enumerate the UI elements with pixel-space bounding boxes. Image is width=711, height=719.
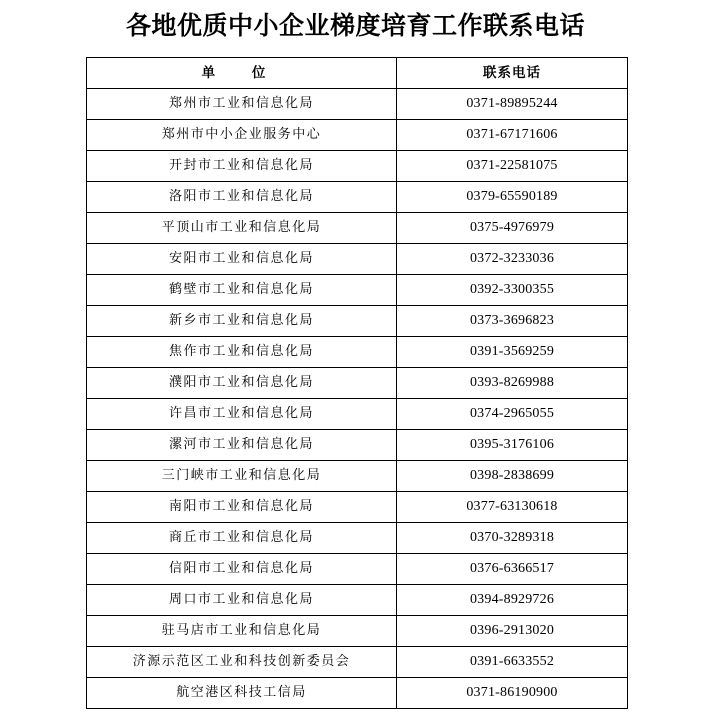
table-row bbox=[87, 554, 628, 585]
unit-cell: 郑州市中小企业服务中心 bbox=[87, 120, 397, 151]
unit-cell: 许昌市工业和信息化局 bbox=[87, 399, 397, 430]
phone-cell: 0374-2965055 bbox=[397, 399, 628, 430]
table-row bbox=[87, 120, 628, 151]
phone-cell: 0392-3300355 bbox=[397, 275, 628, 306]
phone-cell: 0371-86190900 bbox=[397, 678, 628, 709]
table-row bbox=[87, 585, 628, 616]
table-row bbox=[87, 182, 628, 213]
table-row bbox=[87, 337, 628, 368]
table-header-row bbox=[87, 58, 628, 89]
phone-cell: 0377-63130618 bbox=[397, 492, 628, 523]
table-body bbox=[87, 89, 628, 709]
unit-cell: 焦作市工业和信息化局 bbox=[87, 337, 397, 368]
phone-cell: 0398-2838699 bbox=[397, 461, 628, 492]
table-row bbox=[87, 275, 628, 306]
phone-cell: 0391-6633552 bbox=[397, 647, 628, 678]
unit-cell: 南阳市工业和信息化局 bbox=[87, 492, 397, 523]
phone-cell: 0393-8269988 bbox=[397, 368, 628, 399]
unit-cell: 济源示范区工业和科技创新委员会 bbox=[87, 647, 397, 678]
phone-cell: 0391-3569259 bbox=[397, 337, 628, 368]
unit-cell: 洛阳市工业和信息化局 bbox=[87, 182, 397, 213]
page-title: 各地优质中小企业梯度培育工作联系电话 bbox=[125, 11, 585, 40]
table-row bbox=[87, 89, 628, 120]
table-row bbox=[87, 492, 628, 523]
unit-cell: 三门峡市工业和信息化局 bbox=[87, 461, 397, 492]
unit-cell: 郑州市工业和信息化局 bbox=[87, 89, 397, 120]
table-row bbox=[87, 151, 628, 182]
unit-cell: 安阳市工业和信息化局 bbox=[87, 244, 397, 275]
unit-cell: 商丘市工业和信息化局 bbox=[87, 523, 397, 554]
phone-cell: 0396-2913020 bbox=[397, 616, 628, 647]
table-row bbox=[87, 678, 628, 709]
phone-cell: 0375-4976979 bbox=[397, 213, 628, 244]
table-row bbox=[87, 523, 628, 554]
phone-cell: 0371-22581075 bbox=[397, 151, 628, 182]
table-row bbox=[87, 430, 628, 461]
unit-cell: 濮阳市工业和信息化局 bbox=[87, 368, 397, 399]
unit-cell: 航空港区科技工信局 bbox=[87, 678, 397, 709]
table-row bbox=[87, 616, 628, 647]
table-row bbox=[87, 306, 628, 337]
phone-column-header: 联系电话 bbox=[397, 58, 628, 89]
unit-cell: 平顶山市工业和信息化局 bbox=[87, 213, 397, 244]
phone-cell: 0373-3696823 bbox=[397, 306, 628, 337]
table-row bbox=[87, 244, 628, 275]
contacts-table bbox=[86, 57, 628, 709]
unit-cell: 信阳市工业和信息化局 bbox=[87, 554, 397, 585]
unit-cell: 周口市工业和信息化局 bbox=[87, 585, 397, 616]
table-row bbox=[87, 368, 628, 399]
table-row bbox=[87, 647, 628, 678]
unit-cell: 漯河市工业和信息化局 bbox=[87, 430, 397, 461]
table-row bbox=[87, 461, 628, 492]
table-row bbox=[87, 213, 628, 244]
unit-cell: 驻马店市工业和信息化局 bbox=[87, 616, 397, 647]
unit-cell: 鹤壁市工业和信息化局 bbox=[87, 275, 397, 306]
unit-cell: 开封市工业和信息化局 bbox=[87, 151, 397, 182]
phone-cell: 0379-65590189 bbox=[397, 182, 628, 213]
phone-cell: 0371-89895244 bbox=[397, 89, 628, 120]
unit-column-header: 单 位 bbox=[87, 58, 397, 89]
phone-cell: 0376-6366517 bbox=[397, 554, 628, 585]
phone-cell: 0394-8929726 bbox=[397, 585, 628, 616]
phone-cell: 0370-3289318 bbox=[397, 523, 628, 554]
table-row bbox=[87, 399, 628, 430]
phone-cell: 0371-67171606 bbox=[397, 120, 628, 151]
phone-cell: 0395-3176106 bbox=[397, 430, 628, 461]
phone-cell: 0372-3233036 bbox=[397, 244, 628, 275]
unit-cell: 新乡市工业和信息化局 bbox=[87, 306, 397, 337]
